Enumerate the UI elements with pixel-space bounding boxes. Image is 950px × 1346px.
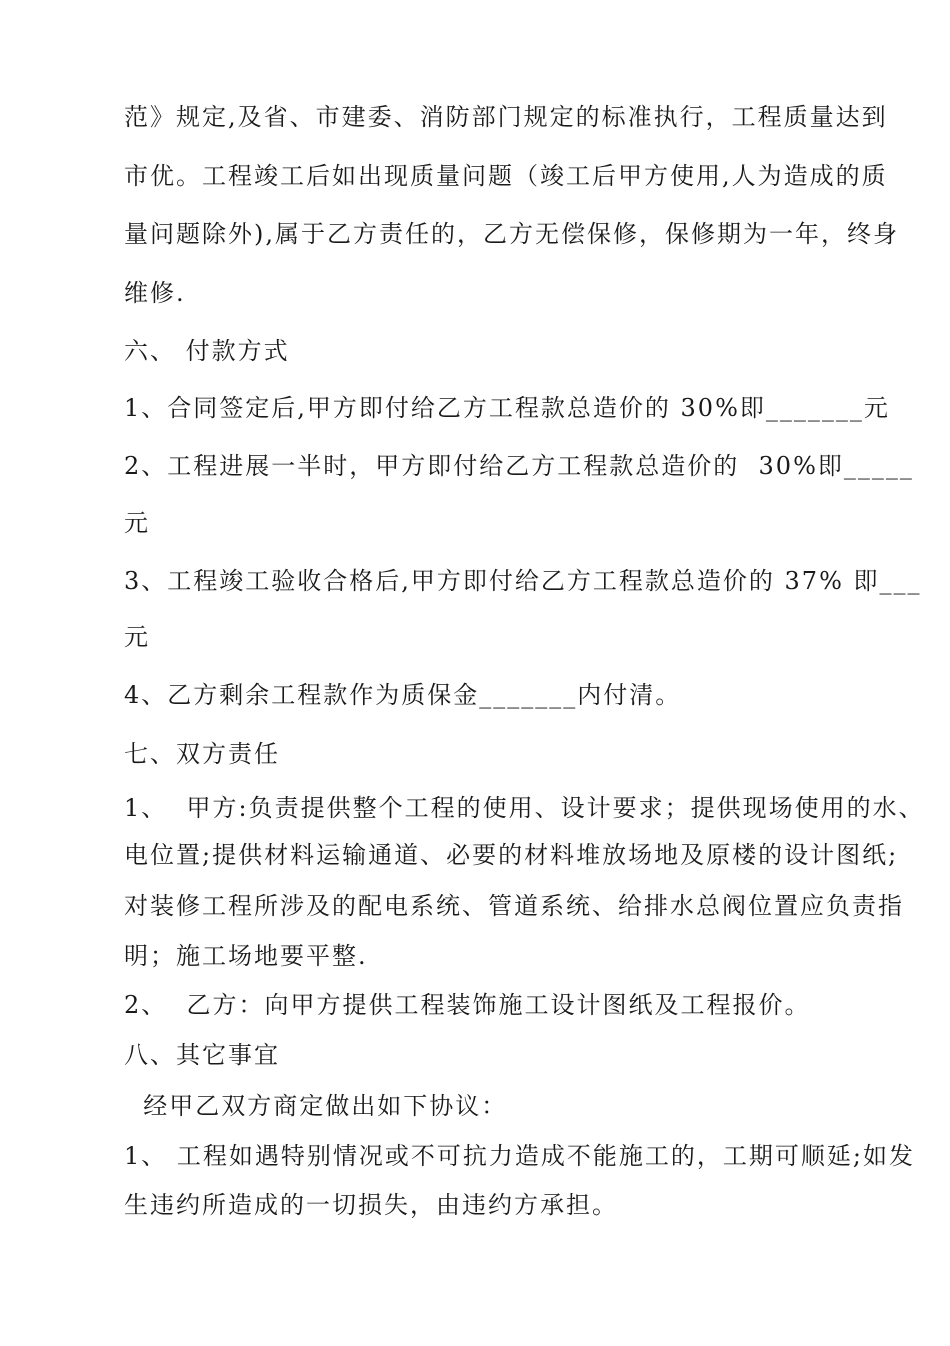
- section5-text-line: 市优。工程竣工后如出现质量问题（竣工后甲方使用,人为造成的质: [124, 162, 888, 190]
- responsibility-item-1: 1、 甲方:负责提供整个工程的使用、设计要求；提供现场使用的水、: [124, 794, 925, 822]
- section8-intro: 经甲乙双方商定做出如下协议：: [124, 1092, 508, 1120]
- section7-heading: 七、双方责任: [124, 740, 280, 768]
- payment-item-2: 2、工程进展一半时，甲方即付给乙方工程款总造价的 30%即_____: [124, 452, 914, 480]
- responsibility-item-1-cont: 电位置;提供材料运输通道、必要的材料堆放场地及原楼的设计图纸;: [124, 841, 899, 869]
- payment-item-1: 1、合同签定后,甲方即付给乙方工程款总造价的 30%即_______元: [124, 394, 890, 422]
- section5-text-line: 量问题除外),属于乙方责任的，乙方无偿保修，保修期为一年，终身: [124, 220, 899, 248]
- other-item-1: 1、 工程如遇特别情况或不可抗力造成不能施工的，工期可顺延;如发: [124, 1142, 915, 1170]
- payment-item-3-cont: 元: [124, 623, 150, 651]
- payment-item-2-cont: 元: [124, 509, 150, 537]
- section6-heading: 六、 付款方式: [124, 337, 290, 365]
- responsibility-item-1-cont: 对装修工程所涉及的配电系统、管道系统、给排水总阀位置应负责指: [124, 892, 904, 920]
- section8-heading: 八、其它事宜: [124, 1041, 280, 1069]
- section5-text-line: 范》规定,及省、市建委、消防部门规定的标准执行，工程质量达到: [124, 103, 888, 131]
- responsibility-item-1-cont: 明；施工场地要平整.: [124, 942, 368, 970]
- payment-item-3: 3、工程竣工验收合格后,甲方即付给乙方工程款总造价的 37% 即___: [124, 567, 922, 595]
- responsibility-item-2: 2、 乙方：向甲方提供工程装饰施工设计图纸及工程报价。: [124, 991, 811, 1019]
- payment-item-4: 4、乙方剩余工程款作为质保金_______内付清。: [124, 681, 682, 709]
- other-item-1-cont: 生违约所造成的一切损失，由违约方承担。: [124, 1191, 618, 1219]
- section5-text-line: 维修.: [124, 279, 186, 307]
